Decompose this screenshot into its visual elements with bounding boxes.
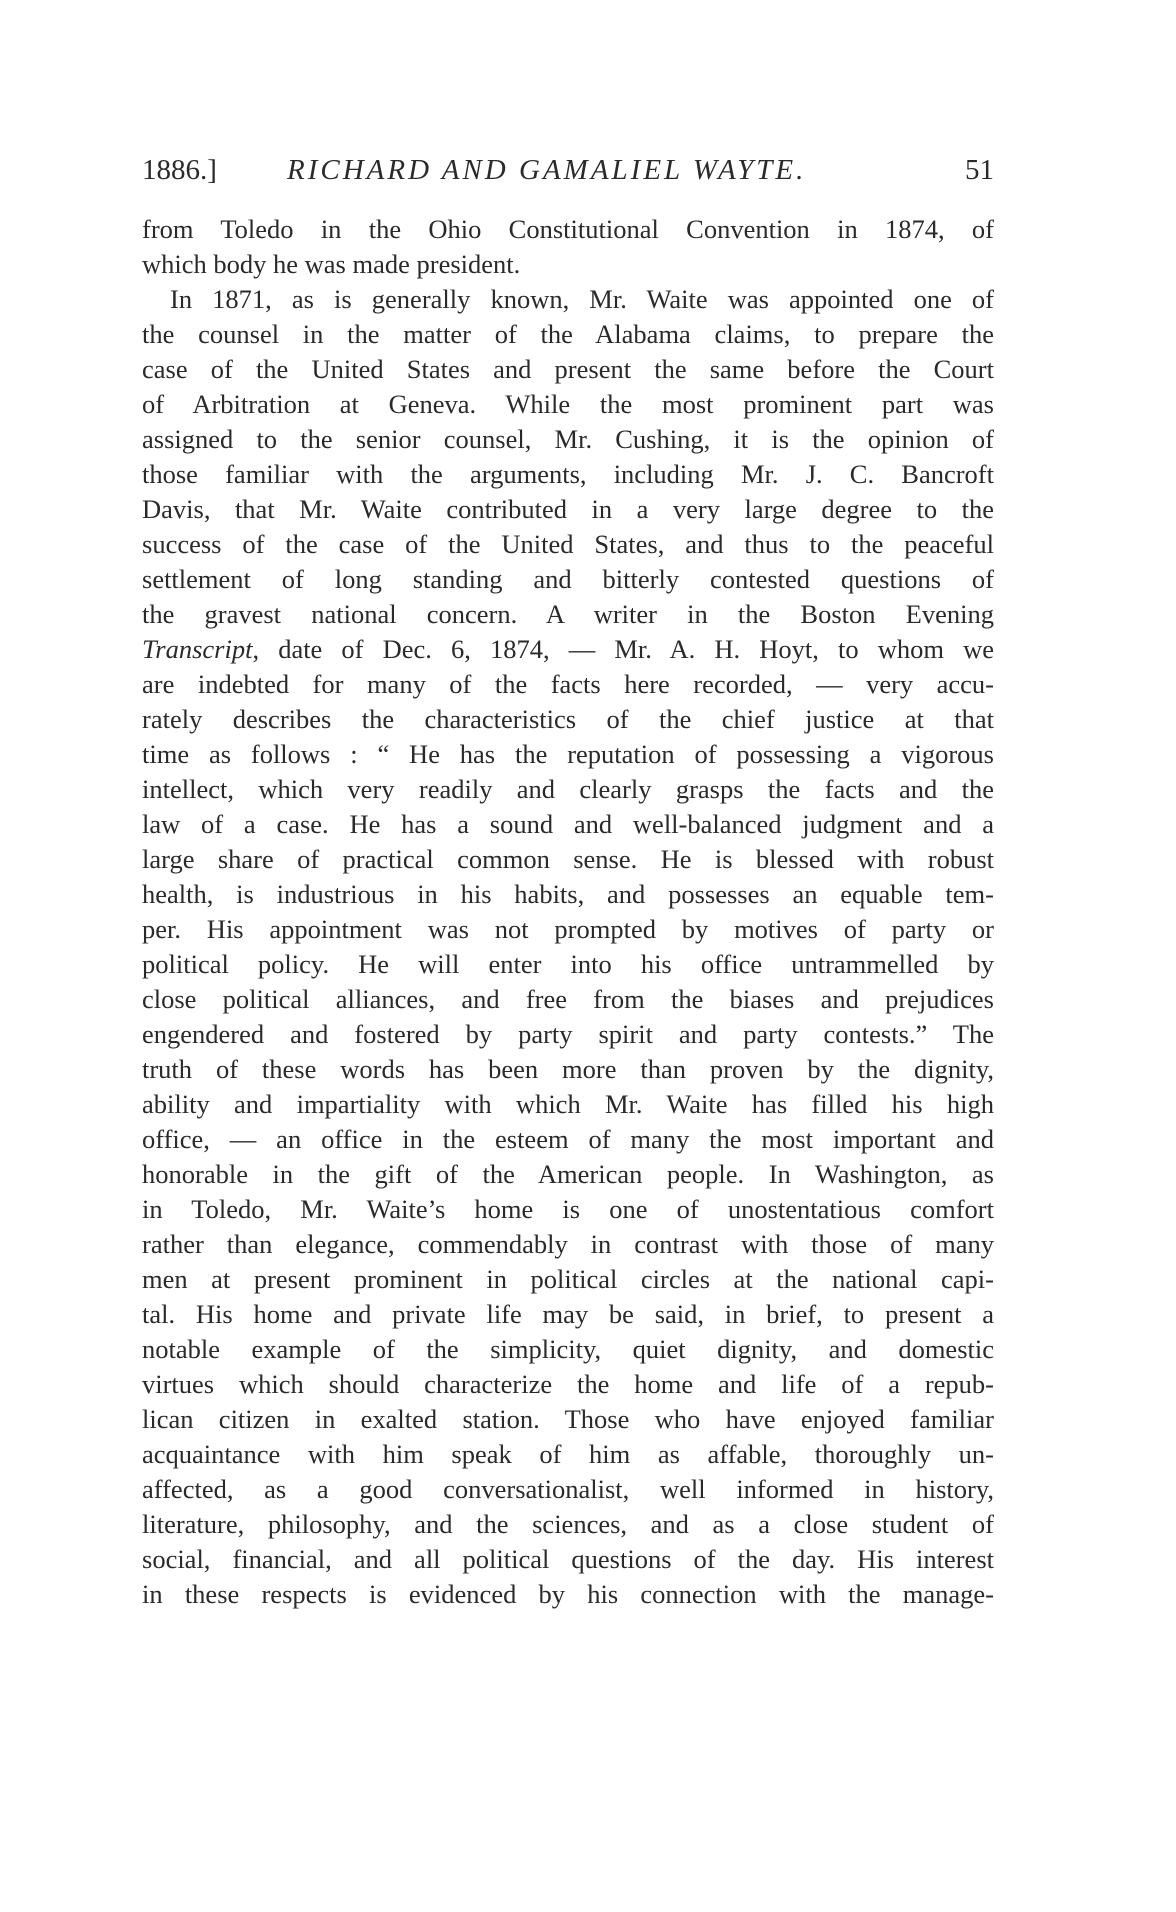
text-line-rest: , date of Dec. 6, 1874, — Mr. A. H. Hoyt, to whom we bbox=[252, 634, 994, 664]
text-line-with-italic bbox=[142, 632, 994, 667]
text-line: acquaintance with him speak of him as affable, thoroughly un- bbox=[142, 1439, 994, 1469]
text-line: office, — an office in the esteem of many the most important and bbox=[142, 1124, 994, 1154]
text-line: time as follows : “ He has the reputation of possessing a vigorous bbox=[142, 739, 994, 769]
text-line: the gravest national concern. A writer in the Boston Evening bbox=[142, 599, 994, 629]
text-line: from Toledo in the Ohio Constitutional Convention in 1874, of bbox=[142, 214, 994, 244]
text-line: virtues which should characterize the home and life of a repub- bbox=[142, 1369, 994, 1399]
text-line: rately describes the characteristics of the chief justice at that bbox=[142, 704, 994, 734]
text-line: tal. His home and private life may be said, in brief, to present a bbox=[142, 1299, 994, 1329]
running-head-title: RICHARD AND GAMALIEL WAYTE. bbox=[287, 154, 807, 186]
running-head-year: 1886.] bbox=[142, 154, 217, 186]
text-line: law of a case. He has a sound and well-balanced judgment and a bbox=[142, 809, 994, 839]
text-line: large share of practical common sense. He is blessed with robust bbox=[142, 844, 994, 874]
text-line: in these respects is evidenced by his connection with the manage- bbox=[142, 1579, 994, 1609]
running-head bbox=[142, 150, 994, 190]
text-line: truth of these words has been more than proven by the dignity, bbox=[142, 1054, 994, 1084]
text-line: close political alliances, and free from the biases and prejudices bbox=[142, 984, 994, 1014]
text-line: per. His appointment was not prompted by motives of party or bbox=[142, 914, 994, 944]
text-line: social, financial, and all political questions of the day. His interest bbox=[142, 1544, 994, 1574]
text-line: lican citizen in exalted station. Those who have enjoyed familiar bbox=[142, 1404, 994, 1434]
text-line: literature, philosophy, and the sciences, and as a close student of bbox=[142, 1509, 994, 1539]
text-line: engendered and fostered by party spirit and party contests.” The bbox=[142, 1019, 994, 1049]
text-line: ability and impartiality with which Mr. Waite has filled his high bbox=[142, 1089, 994, 1119]
text-line: honorable in the gift of the American people. In Washington, as bbox=[142, 1159, 994, 1189]
page-number: 51 bbox=[965, 154, 994, 186]
italic-word: Transcript bbox=[142, 634, 253, 664]
text-line: settlement of long standing and bitterly contested questions of bbox=[142, 564, 994, 594]
text-line: political policy. He will enter into his office untrammelled by bbox=[142, 949, 994, 979]
text-line: In 1871, as is generally known, Mr. Waite was appointed one of bbox=[170, 284, 994, 314]
text-line: rather than elegance, commendably in contrast with those of many bbox=[142, 1229, 994, 1259]
text-line: health, is industrious in his habits, and possesses an equable tem- bbox=[142, 879, 994, 909]
text-line: case of the United States and present the same before the Court bbox=[142, 354, 994, 384]
text-line: those familiar with the arguments, including Mr. J. C. Bancroft bbox=[142, 459, 994, 489]
body-text bbox=[142, 212, 994, 1612]
text-line: which body he was made president. bbox=[142, 249, 521, 279]
text-line: assigned to the senior counsel, Mr. Cushing, it is the opinion of bbox=[142, 424, 994, 454]
text-line: men at present prominent in political circles at the national capi- bbox=[142, 1264, 994, 1294]
text-line: Davis, that Mr. Waite contributed in a very large degree to the bbox=[142, 494, 994, 524]
book-page bbox=[142, 150, 994, 1612]
text-line: are indebted for many of the facts here recorded, — very accu- bbox=[142, 669, 994, 699]
text-line: in Toledo, Mr. Waite’s home is one of unostentatious comfort bbox=[142, 1194, 994, 1224]
text-line: notable example of the simplicity, quiet dignity, and domestic bbox=[142, 1334, 994, 1364]
text-line: of Arbitration at Geneva. While the most prominent part was bbox=[142, 389, 994, 419]
text-line: intellect, which very readily and clearly grasps the facts and the bbox=[142, 774, 994, 804]
text-line: the counsel in the matter of the Alabama claims, to prepare the bbox=[142, 319, 994, 349]
text-line: affected, as a good conversationalist, well informed in history, bbox=[142, 1474, 994, 1504]
text-line: success of the case of the United States, and thus to the peaceful bbox=[142, 529, 994, 559]
